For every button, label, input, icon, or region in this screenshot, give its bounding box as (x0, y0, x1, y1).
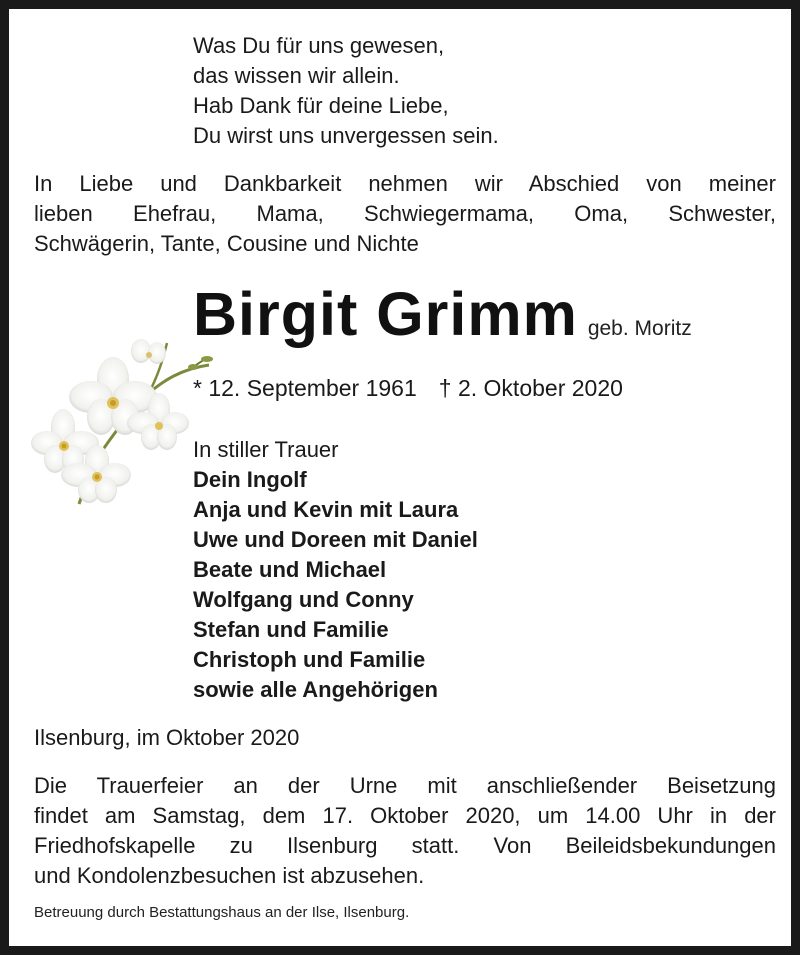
poem-line: Was Du für uns gewesen, (193, 33, 445, 58)
mourner-name: sowie alle Angehörigen (193, 677, 438, 702)
funeral-line: findet am Samstag, dem 17. Oktober 2020, um 14.00 Uhr in der (34, 803, 776, 828)
poem-line: Hab Dank für deine Liebe, (193, 93, 449, 118)
funeral-line: und Kondolenzbesuchen ist abzusehen. (34, 863, 425, 888)
memorial-poem (193, 31, 499, 151)
mourner-name: Dein Ingolf (193, 467, 307, 492)
mourners-list (193, 435, 478, 705)
death-date: † 2. Oktober 2020 (438, 375, 623, 401)
life-dates (193, 375, 623, 402)
place-date: Ilsenburg, im Oktober 2020 (34, 725, 300, 750)
mourning-heading: In stiller Trauer (193, 437, 339, 462)
mourner-name: Wolfgang und Conny (193, 587, 414, 612)
farewell-intro (34, 169, 776, 259)
birth-date: * 12. September 1961 (193, 375, 417, 401)
mourner-name: Uwe und Doreen mit Daniel (193, 527, 478, 552)
intro-line: Schwägerin, Tante, Cousine und Nichte (34, 231, 419, 256)
mourner-name: Anja und Kevin mit Laura (193, 497, 459, 522)
mourner-name: Christoph und Familie (193, 647, 426, 672)
funeral-home-credit: Betreuung durch Bestattungshaus an der Ilse, Ilsenburg. (34, 904, 410, 921)
intro-line: In Liebe und Dankbarkeit nehmen wir Abschied von meiner (34, 171, 776, 196)
mourner-name: Stefan und Familie (193, 617, 389, 642)
funeral-line: Friedhofskapelle zu Ilsenburg statt. Von Beileidsbekundungen (34, 833, 776, 858)
deceased-name: Birgit Grimm (193, 280, 578, 348)
funeral-notice (34, 771, 776, 891)
orchid-image (31, 329, 216, 514)
mourner-name: Beate und Michael (193, 557, 387, 582)
funeral-line: Die Trauerfeier an der Urne mit anschließender Beisetzung (34, 773, 776, 798)
deceased-name-line (193, 279, 692, 349)
poem-line: das wissen wir allein. (193, 63, 400, 88)
poem-line: Du wirst uns unvergessen sein. (193, 123, 499, 148)
intro-line: lieben Ehefrau, Mama, Schwiegermama, Oma, Schwester, (34, 201, 776, 226)
birth-name: geb. Moritz (587, 317, 692, 340)
obituary-card (9, 9, 791, 946)
